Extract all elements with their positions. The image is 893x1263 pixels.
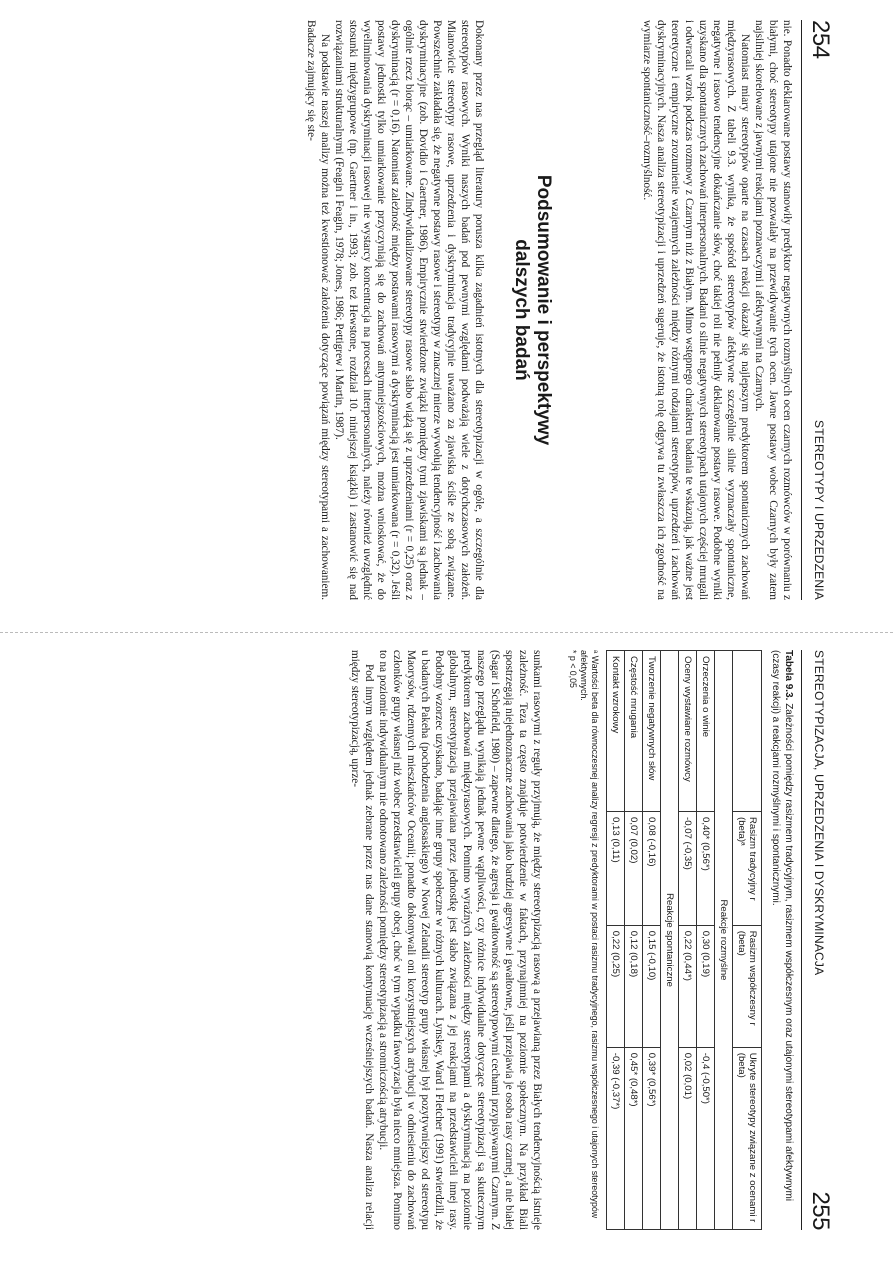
- body-text-254-top: [640, 20, 794, 600]
- paragraph: Dokonany przez nas przegląd literatury porusza kilka zagadnień istotnych dla stereotypizacji w ogóle, a szczególnie dla stereotypów rasowych. Wyniki naszych badań pod pewnymi względami podważają wiele z dotychczasowych założeń. Mianowicie stereotypy rasowe, uprzedzenia i dyskryminacja tradycyjnie uważano za zjawiska ściśle ze sobą związane. Powszechnie zakładała się, że negatywne postawy rasowe i stereotypy w znacznej mierze wywołują tendencyjność i zachowania dyskryminacyjne (zob. Dovidio i Gaertner, 1986). Empirycznie stwierdzone związki pomiędzy tymi zjawiskami są jednak – ogólnie rzecz biorąc – umiarkowane. Zindywidualizowane stereotypy rasowe słabo wiążą się z uprzedzeniami (r = 0,25) oraz z dyskryminacją (r = 0,16). Natomiast zależność między postawami rasowymi a dyskryminacją jest umiarkowana (r = 0,32). Jeśli postawy jednostki tylko umiarkowanie przyczyniają się do zachowań antymniejszościowych, można wnioskować, że do wyeliminowania dyskryminacji rasowej nie wystarcy koncentracja na procesach interpersonalnych, należy również uwzględnić stosunki międzygrupowe (np. Gaertner i in., 1993; zob. też Hewstone, rozdział 10. niniejszej książki) i zastanowić się nad rozwiązaniami strukturalnymi (Feagin i Feagin, 1978; Jones, 1986; Pettigrew i Martin, 1987).: [333, 20, 485, 600]
- table-header: Rasizm tradycyjny r (beta)ᵃ: [733, 812, 762, 926]
- table-cell: Kontakt wzrokowy: [607, 651, 625, 812]
- heading-line: Podsumowanie i perspektywy: [533, 174, 554, 446]
- page-number: 254: [807, 20, 834, 59]
- table-cell: 0,13 (0,11): [607, 812, 625, 926]
- section-heading: [510, 10, 554, 610]
- paragraph: Pod innym względem jednak zebrane przez nas dane stanowią kontynuację wcześniejszych badań. Nasza analiza relacji między stereotypizacją, uprze-: [349, 650, 375, 1230]
- table-header: Rasizm współczesny r (beta): [733, 925, 762, 1047]
- table-cell: 0,12 (0,18): [625, 925, 643, 1047]
- paragraph: Na podstawie naszej analizy można też kwestionować założenia dotyczące powiązań między stereotypami a zachowaniem. Badacze zajmujący się ste-: [305, 20, 331, 600]
- table-cell: -0,07 (-0,35): [679, 812, 697, 926]
- table-footnote-p: * p < 0,05: [568, 650, 578, 688]
- table-cell: Częstość mrugania: [625, 651, 643, 812]
- results-table: [606, 650, 762, 1230]
- page-number: 255: [807, 1191, 834, 1230]
- table-cell: 0,39* (0,56*): [643, 1047, 661, 1229]
- running-title: STEREOTYPIZACJA, UPRZEDZENIA I DYSKRYMINACJA: [812, 650, 826, 976]
- table-section: Reakcje rozmyślne: [715, 651, 733, 1230]
- table-label: Tabela 9.3.: [783, 650, 794, 701]
- table-cell: 0,22 (0,44*): [679, 925, 697, 1047]
- table-cell: 0,22 (0,25): [607, 925, 625, 1047]
- table-cell: Oceny wystawiane rozmówcy: [679, 651, 697, 812]
- table-caption-text: Zależności pomiędzy rasizmem tradycyjnym, rasizmem współczesnym oraz utajonymi stereotypami afektywnymi (czasy reakcji) a reakcjami rozmyślnymi i spontanicznymi.: [770, 650, 794, 1202]
- table-wrap: [567, 650, 762, 1230]
- heading-line: dalszych badań: [511, 239, 532, 381]
- page-255: [56, 640, 836, 1240]
- table-header: Ukryte stereotypy związane z ocenami r (beta): [733, 1047, 762, 1229]
- running-head-255: [801, 650, 836, 1230]
- table-cell: -0,39 (-0,37*): [607, 1047, 625, 1229]
- table-header: [733, 651, 762, 812]
- table-cell: -0,4 (-0,50*): [697, 1047, 715, 1229]
- body-text-254-bottom: [304, 20, 486, 600]
- running-head-254: [801, 20, 836, 600]
- table-row: [625, 651, 643, 1230]
- table-cell: Tworzenie negatywnych słów: [643, 651, 661, 812]
- table-cell: 0,40* (0,56*): [697, 812, 715, 926]
- table-row: [643, 651, 661, 1230]
- table-cell: 0,08 (-0,16): [643, 812, 661, 926]
- table-cell: 0,15 (-0,10): [643, 925, 661, 1047]
- paragraph: nie. Ponadto deklarowane postawy stanowiły predyktor negatywnych rozmyślnych ocen czarnych rozmówców w porównaniu z białymi, choć stereotypy utajone nie pozwalały na przewidywanie tych ocen. Jawne postawy wobec Czarnych były zatem najsilniej skorelowane z jawnymi reakcjami poznawczymi i afektywnymi na Czarnych.: [753, 20, 793, 600]
- table-cell: Orzeczenia o winie: [697, 651, 715, 812]
- page-254: [56, 10, 836, 610]
- table-cell: 0,45* (0,48*): [625, 1047, 643, 1229]
- table-cell: 0,30 (0,19): [697, 925, 715, 1047]
- running-title: STEREOTYPY I UPRZEDZENIA: [812, 420, 826, 600]
- table-footnote: ᵃ Wartości beta dla równoczesnej analizy regresji z predyktorami w postaci rasizmu tradycyjnego, rasizmu współczesnego i utajonych stereotypów afektywnych.: [579, 650, 600, 1219]
- table-cell: 0,07 (0,02): [625, 812, 643, 926]
- table-section: Reakcje spontaniczne: [661, 651, 679, 1230]
- spread-fold: [0, 632, 893, 633]
- body-text-255: [348, 650, 544, 1230]
- table-row: [607, 651, 625, 1230]
- table-caption: [769, 650, 794, 1230]
- table-row: [679, 651, 697, 1230]
- paragraph: sunkami rasowymi z reguły przyjmują, że między stereotypizacją rasową a przejawianą przez Białych tendencyjnością istnieje zależność. Teza ta często znajduje potwierdzenie w faktach, przynajmniej na poziomie społecznym. Na przykład Biali spostrzegają niejednoznaczne zachowania jako bardziej agresywne i gwałtowne, jeśli przejawia je osoba rasy czarnej, a nie białej (Sagar i Schofield, 1980) – zapewne dlatego, że agresja i gwałtowność są stereotypowymi cechami przypisywanymi Czarnym. Z naszego przeglądu wynikają jednak pewne wątpliwości, czy różnice indywidualne dotyczące stereotypizacji są skutecznym predyktorem zachowań międzyrasowych. Pomimo wyraźnych zależności między stereotypami a dyskryminacją na poziomie globalnym, stereotypizacja przejawiana przez jednostkę jest słabo związana z jej reakcjami na przedstawicieli innej rasy. Podobny wzorzec uzyskano, badając inne grupy społeczne w różnych kulturach. Lynskey, Ward i Fletcher (1991) stwierdzili, że u badanych Pakeha (pochodzenia anglosaskiego) w Nowej Zelandii stereotyp grupy własnej był pozytywniejszy od stereotypu Maorysów, rdzennych mieszkańców Oceanii; ponadto dokonywali oni korzystniejszych atrybucji w odniesieniu do zachowań członków grupy własnej niż wobec przedstawicieli grupy obcej, choć w tym wypadku faworyzacja była nieco mniejsza. Pomimo to na poziomie indywidualnym nie odnotowano zależności pomiędzy stereotypizacją a stronniczością atrybucji.: [377, 650, 543, 1230]
- table-row: [697, 651, 715, 1230]
- paragraph: Natomiast miary stereotypów oparte na czasach reakcji okazały się najlepszym predyktorem spontanicznych zachowań międzyrasowych. Z tabeli 9.3. wynika, że spośród stereotypów afektywne szczególnie silnie wyznaczały spontaniczne, negatywne i rasowo tendencyjne dokańczanie słów, choć takiej roli nie pełniły deklarowane postawy rasowe. Podobne wyniki uzyskano dla spontanicznych zachowań interpersonalnych. Badani o silnie negatywnych stereotypach utajonych częściej mrugali i odwracali wzrok podczas rozmowy z Czarnym niż z Białym. Mimo wstępnego charakteru badania te wskazują, jak ważne jest teoretyczne i empiryczne zrozumienie wzajemnych zależności między różnymi rodzajami stereotypów, uprzedzeń i zachowań dyskryminacyjnych. Nasza analiza stereotypizacji i uprzedzeń sugeruje, że istotną rolę odgrywa tu zwłaszcza ich zgodność na wymiarze spontaniczność–rozmyślność.: [641, 20, 751, 600]
- table-cell: 0,02 (0,01): [679, 1047, 697, 1229]
